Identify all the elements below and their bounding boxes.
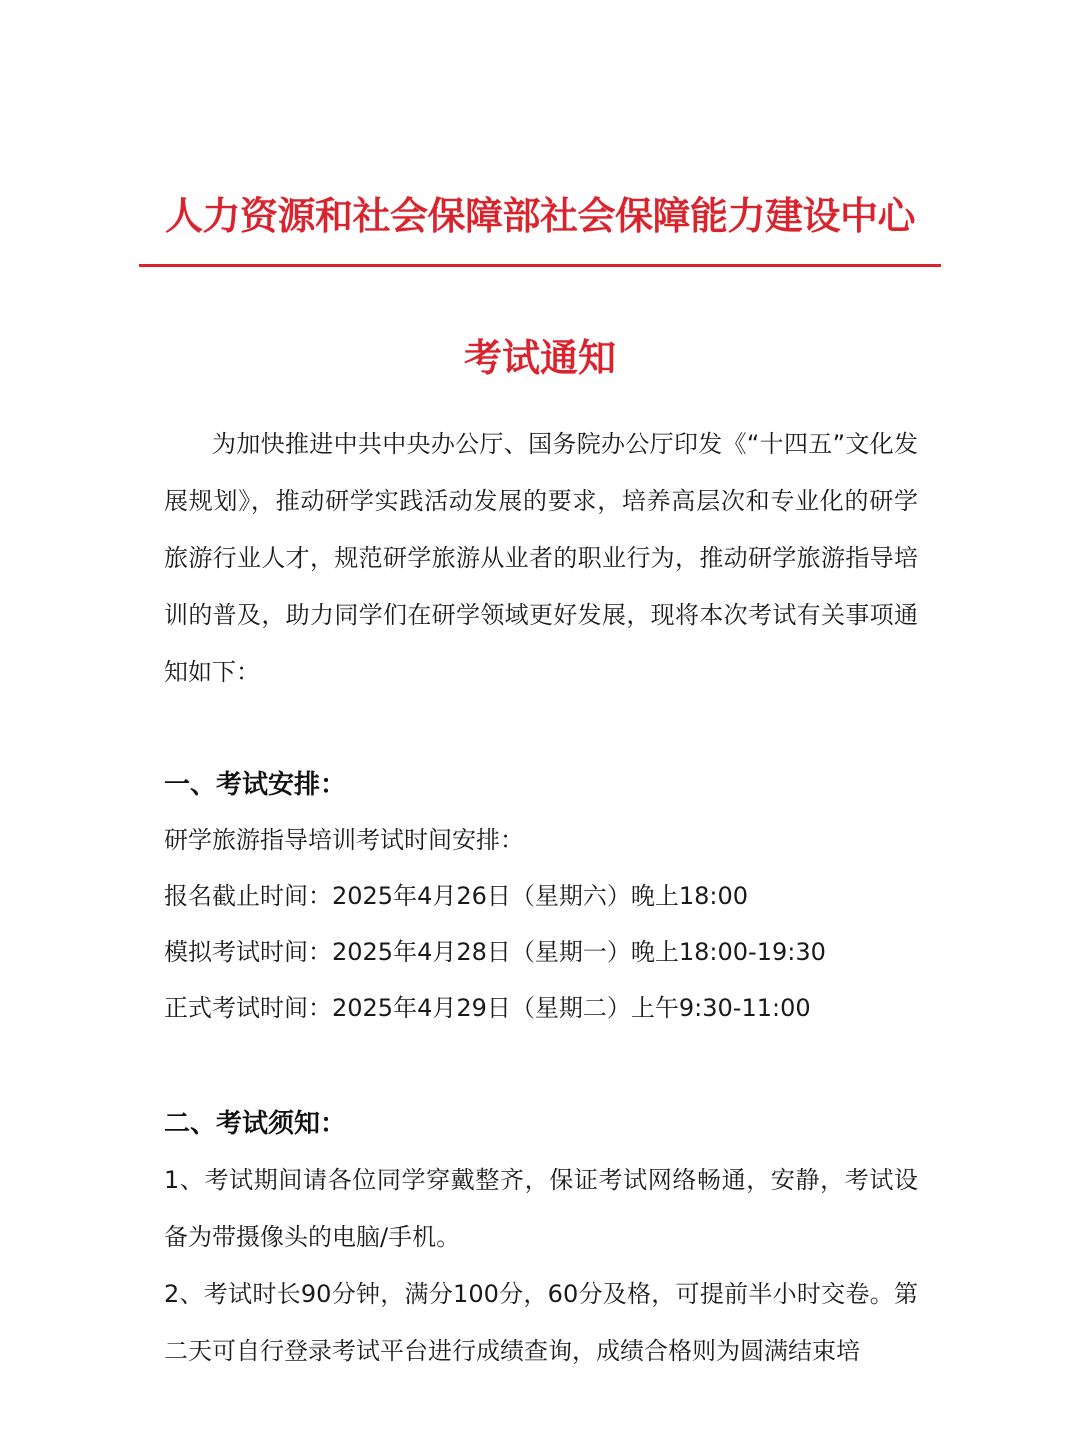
section-heading-exam-notes: 二、考试须知： [164, 1109, 347, 1139]
schedule-line: 模拟考试时间：2025年4月28日（星期一）晚上18:00-19:30 [164, 938, 826, 966]
intro-paragraph: 为加快推进中共中央办公厅、国务院办公厅印发《“十四五”文化发展规划》，推动研学实践活动发展的要求，培养高层次和专业化的研学旅游行业人才，规范研学旅游从业者的职业行为，推动研学旅游指导培训的普及，助力同学们在研学领域更好发展，现将本次考试有关事项通知如下： [164, 430, 918, 686]
schedule-line: 报名截止时间：2025年4月26日（星期六）晚上18:00 [164, 882, 749, 910]
section-heading-exam-schedule: 一、考试安排： [164, 770, 347, 800]
red-divider [139, 264, 941, 267]
notes-item: 1、考试期间请各位同学穿戴整齐，保证考试网络畅通，安静，考试设备为带摄像头的电脑/手机。 [164, 1166, 918, 1251]
schedule-line: 正式考试时间：2025年4月29日（星期二）上午9:30-11:00 [164, 994, 811, 1022]
notice-title: 考试通知 [463, 335, 616, 380]
organization-title: 人力资源和社会保障部社会保障能力建设中心 [164, 193, 915, 238]
notes-item: 2、考试时长90分钟，满分100分，60分及格，可提前半小时交卷。第二天可自行登录考试平台进行成绩查询，成绩合格则为圆满结束培 [164, 1280, 918, 1365]
schedule-line: 研学旅游指导培训考试时间安排： [164, 826, 524, 854]
